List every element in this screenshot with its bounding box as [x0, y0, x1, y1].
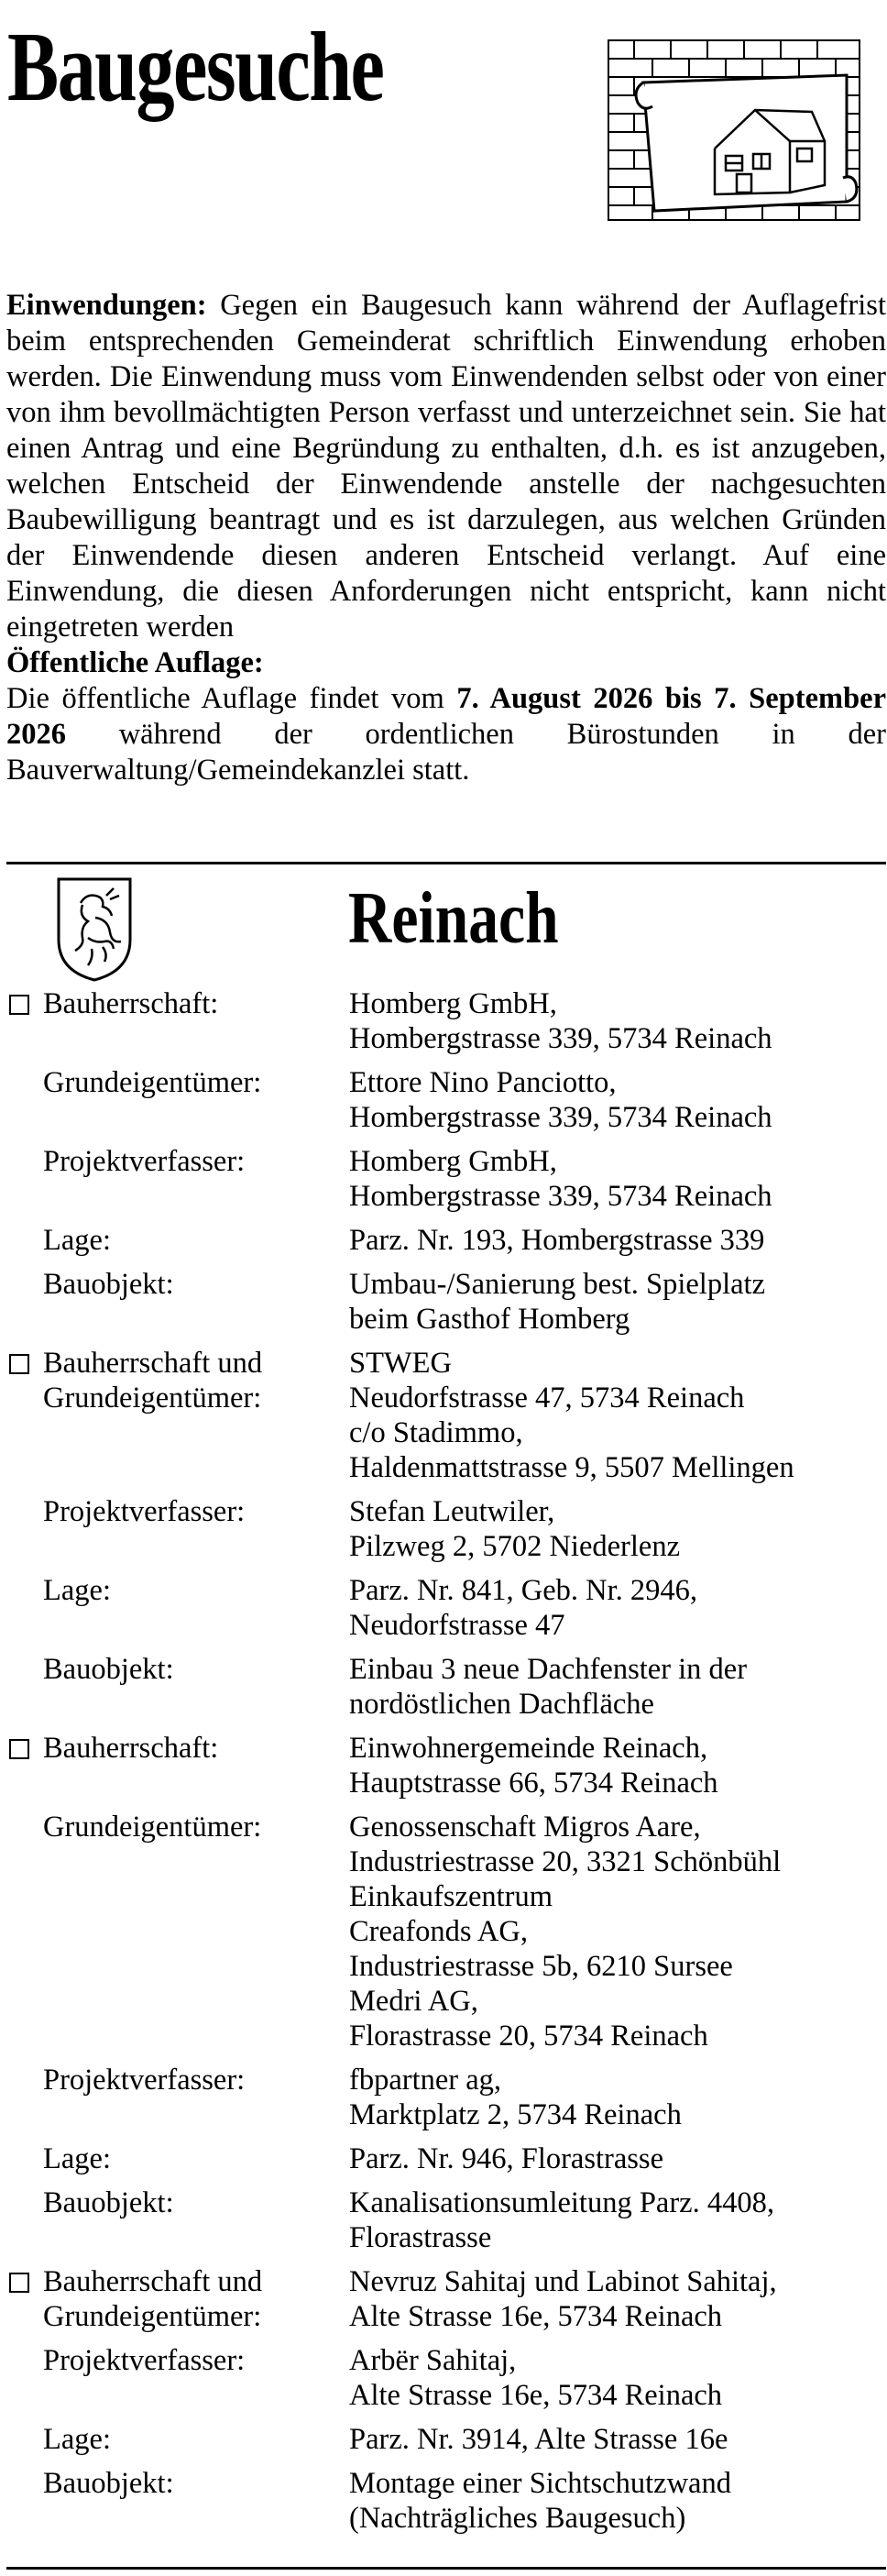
value-line: Homberg GmbH, [349, 987, 557, 1020]
page-title: Baugesuche [7, 13, 384, 122]
value-line: c/o Stadimmo, [349, 1416, 523, 1449]
field-label [43, 1346, 349, 1485]
field-label: Grundeigentümer: [43, 1066, 262, 1099]
auflage-text-1: Die öffentliche Auflage findet vom [6, 682, 457, 715]
value-line: Montage einer Sichtschutzwand [349, 2467, 731, 2500]
value-line: Stefan Leutwiler, [349, 1495, 555, 1528]
field-value [349, 1494, 886, 1564]
value-line: Parz. Nr. 193, Hombergstrasse 339 [349, 1224, 765, 1257]
field-value [349, 2264, 886, 2334]
field-label: Projektverfasser: [43, 1495, 246, 1528]
application-row [6, 1494, 886, 1564]
value-line: Florastrasse 20, 5734 Reinach [349, 2020, 708, 2053]
value-line: Industriestrasse 5b, 6210 Sursee [349, 1950, 733, 1983]
application-row [6, 2185, 886, 2255]
value-line: (Nachträgliches Baugesuch) [349, 2502, 686, 2535]
field-value [349, 2063, 886, 2132]
value-line: Umbau-/Sanierung best. Spielplatz [349, 1268, 766, 1301]
field-label: Projektverfasser: [43, 2344, 246, 2377]
value-line: Einbau 3 neue Dachfenster in der [349, 1653, 748, 1686]
einwendungen-paragraph [6, 288, 886, 645]
municipality-title: Reinach [348, 878, 559, 959]
bottom-divider [6, 2567, 886, 2570]
application-row [6, 1223, 886, 1258]
field-label: Bauherrschaft: [43, 1732, 219, 1765]
application-row [6, 1573, 886, 1643]
value-line: Arbër Sahitaj, [349, 2344, 517, 2377]
value-line: STWEG [349, 1347, 452, 1380]
field-value [349, 1652, 886, 1722]
value-line: fbpartner ag, [349, 2064, 502, 2097]
value-line: Haldenmattstrasse 9, 5507 Mellingen [349, 1451, 794, 1484]
application-row [6, 2264, 886, 2334]
field-label: Bauobjekt: [43, 1268, 174, 1301]
value-line: Industriestrasse 20, 3321 Schönbühl [349, 1845, 782, 1878]
field-value [349, 1573, 886, 1643]
field-label: Projektverfasser: [43, 2064, 246, 2097]
field-value [349, 986, 886, 1056]
field-value [349, 2466, 886, 2536]
value-line: Florastrasse [349, 2221, 492, 2254]
application-row [6, 1652, 886, 1722]
house-plan-illustration [607, 39, 861, 222]
field-value [349, 1810, 886, 2053]
field-label: Bauobjekt: [43, 2186, 174, 2219]
auflage-text-2: während der ordentlichen Bürostunden in der Bauverwaltung/Gemeindekanzlei statt. [6, 718, 886, 787]
label-line: Grundeigentümer: [43, 1382, 262, 1415]
einwendungen-label: Einwendungen: [6, 289, 207, 322]
checkbox-icon [9, 1354, 29, 1374]
label-line: Bauherrschaft und [43, 1347, 263, 1380]
application-row [6, 1731, 886, 1800]
value-line: nordöstlichen Dachfläche [349, 1688, 654, 1721]
value-line: Homberg GmbH, [349, 1145, 557, 1178]
value-line: Parz. Nr. 841, Geb. Nr. 2946, [349, 1574, 698, 1607]
intro-text [6, 288, 886, 788]
reinach-crest-icon [55, 875, 134, 984]
section-divider [6, 862, 886, 864]
field-value [349, 2343, 886, 2413]
field-value [349, 2185, 886, 2255]
field-value [349, 2422, 886, 2457]
application-row [6, 1267, 886, 1337]
application-row [6, 1810, 886, 2053]
value-line: beim Gasthof Homberg [349, 1303, 630, 1336]
einwendungen-text: Gegen ein Baugesuch kann während der Auflagefrist beim entsprechenden Gemeinderat schriftlich Einwendung erhoben werden. Die Einwendung muss vom Einwendenden selbst oder von einer von ihm bevollmächtigten Person verfasst und unterzeichnet sein. Sie hat einen Antrag und eine Begründung zu enthalten, d.h. es ist anzugeben, welchen Entscheid der Einwendende anstelle der nachgesuchten Baubewilligung beantragt und es ist darzulegen, aus welchen Gründen der Einwendende diesen anderen Entscheid verlangt. Auf eine Einwendung, die diesen Anforderungen nicht entspricht, kann nicht eingetreten werden [6, 289, 886, 644]
value-line: Kanalisationsumleitung Parz. 4408, [349, 2186, 774, 2219]
label-line: Bauherrschaft und [43, 2265, 263, 2298]
application-row [6, 2343, 886, 2413]
field-value [349, 1731, 886, 1800]
auflage-dates: 7. August 2026 bis 7. September 2026 [6, 682, 886, 751]
value-line: Ettore Nino Panciotto, [349, 1066, 617, 1099]
checkbox-icon [9, 2273, 29, 2293]
auflage-paragraph [6, 681, 886, 788]
value-line: Marktplatz 2, 5734 Reinach [349, 2098, 682, 2131]
value-line: Hombergstrasse 339, 5734 Reinach [349, 1022, 772, 1055]
auflage-heading [6, 645, 886, 681]
value-line: Medri AG, [349, 1985, 478, 2018]
field-label: Lage: [43, 1574, 111, 1607]
field-value [349, 1267, 886, 1337]
value-line: Einwohnergemeinde Reinach, [349, 1732, 708, 1765]
field-label: Bauobjekt: [43, 2467, 174, 2500]
field-value [349, 1346, 886, 1485]
checkbox-icon [9, 995, 29, 1015]
field-label: Bauobjekt: [43, 1653, 174, 1686]
value-line: Genossenschaft Migros Aare, [349, 1811, 701, 1844]
field-label: Grundeigentümer: [43, 1811, 262, 1844]
value-line: Parz. Nr. 3914, Alte Strasse 16e [349, 2423, 728, 2456]
value-line: Creafonds AG, [349, 1915, 528, 1948]
value-line: Pilzweg 2, 5702 Niederlenz [349, 1530, 681, 1563]
value-line: Neudorfstrasse 47 [349, 1609, 565, 1642]
checkbox-icon [9, 1739, 29, 1759]
building-applications-list [6, 986, 886, 2536]
field-label: Bauherrschaft: [43, 987, 219, 1020]
application-row [6, 2063, 886, 2132]
field-value [349, 1144, 886, 1214]
value-line: Hauptstrasse 66, 5734 Reinach [349, 1767, 718, 1800]
field-label: Lage: [43, 2142, 111, 2175]
value-line: Parz. Nr. 946, Florastrasse [349, 2142, 663, 2175]
application-row [6, 1346, 886, 1485]
application-row [6, 1065, 886, 1135]
field-label: Lage: [43, 1224, 111, 1257]
label-line: Grundeigentümer: [43, 2300, 262, 2333]
value-line: Alte Strasse 16e, 5734 Reinach [349, 2300, 723, 2333]
value-line: Hombergstrasse 339, 5734 Reinach [349, 1101, 772, 1134]
application-row [6, 986, 886, 1056]
value-line: Hombergstrasse 339, 5734 Reinach [349, 1180, 772, 1213]
auflage-label: Öffentliche Auflage: [6, 646, 264, 679]
application-row [6, 2466, 886, 2536]
field-label [43, 2264, 349, 2334]
value-line: Neudorfstrasse 47, 5734 Reinach [349, 1382, 745, 1415]
value-line: Einkaufszentrum [349, 1880, 553, 1913]
value-line: Alte Strasse 16e, 5734 Reinach [349, 2379, 723, 2412]
field-value [349, 1065, 886, 1135]
field-label: Lage: [43, 2423, 111, 2456]
field-value [349, 1223, 886, 1258]
application-row [6, 1144, 886, 1214]
field-value [349, 2141, 886, 2176]
application-row [6, 2141, 886, 2176]
field-label: Projektverfasser: [43, 1145, 246, 1178]
application-row [6, 2422, 886, 2457]
value-line: Nevruz Sahitaj und Labinot Sahitaj, [349, 2265, 777, 2298]
